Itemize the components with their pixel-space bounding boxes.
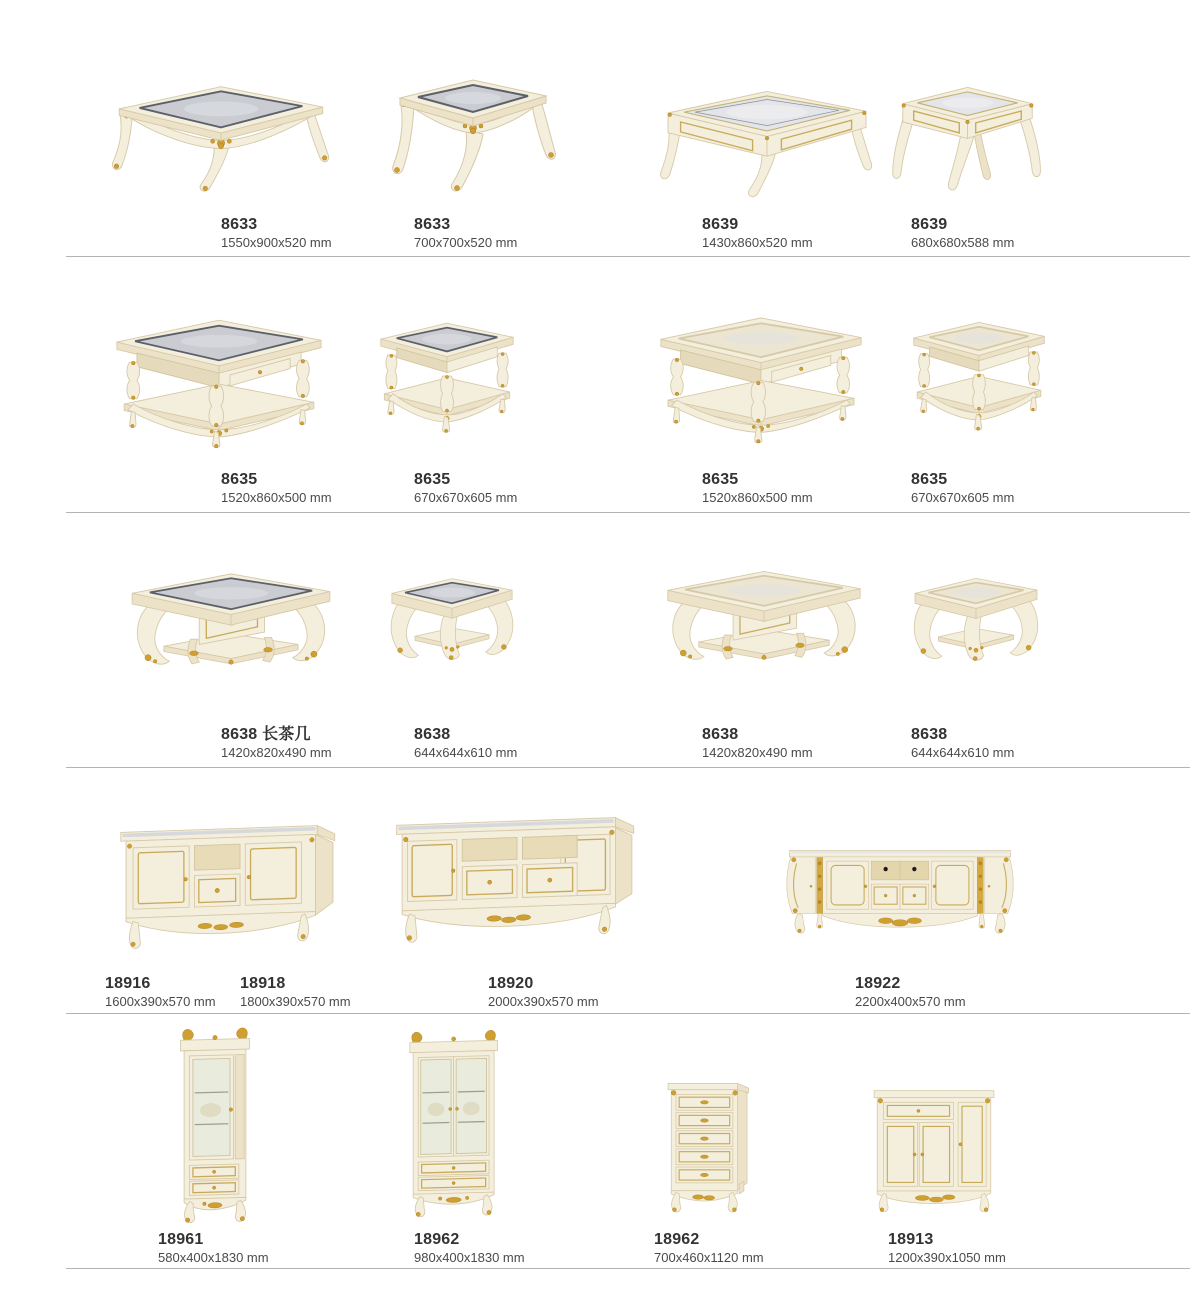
product-dims: 670x670x605 mm [911,490,1015,505]
product-label [158,1231,269,1266]
product-model: 8635 [221,471,258,488]
coffee-table-8635-long-plain-image [645,300,877,452]
product-model: 8633 [221,216,258,233]
coffee-table-8633-long-image [110,58,332,206]
row-divider [66,256,1190,257]
side-table-8635-plain-image [905,298,1053,453]
drawer-chest-18962-image [650,1066,762,1216]
product-label [414,471,517,506]
product-label [240,975,351,1010]
product-model: 8639 [702,216,739,233]
product-dims: 670x670x605 mm [414,490,518,505]
product-dims: 644x644x610 mm [911,745,1015,760]
product-label [911,216,1014,251]
product-dims: 1600x390x570 mm [105,994,216,1009]
product-label [888,1231,1006,1266]
product-dims: 1430x860x520 mm [702,235,813,250]
product-label [105,975,216,1010]
product-model: 8638 [702,726,739,743]
product-model: 8635 [414,471,451,488]
product-dims: 980x400x1830 mm [414,1250,525,1265]
product-model: 18962 [654,1231,700,1248]
product-model: 18961 [158,1231,204,1248]
product-label [654,1231,764,1266]
product-dims: 1800x390x570 mm [240,994,351,1009]
tv-stand-18922-image [738,826,1062,948]
product-label [702,471,813,506]
product-dims: 680x680x588 mm [911,235,1015,250]
product-label [488,975,599,1010]
product-model: 18962 [414,1231,460,1248]
product-dims: 1550x900x520 mm [221,235,332,250]
sideboard-18913-image [858,1072,1010,1212]
product-dims: 1520x860x500 mm [221,490,332,505]
product-dims: 1420x820x490 mm [702,745,813,760]
side-table-8638-image [382,553,522,708]
product-label [414,1231,525,1266]
coffee-table-8638-long-plain-image [645,556,883,702]
product-model: 8639 [911,216,948,233]
product-model: 18922 [855,975,901,992]
side-table-8635-image [372,298,522,456]
row-divider [66,767,1190,768]
product-label [221,726,332,761]
row-divider [66,1013,1190,1014]
product-model: 18920 [488,975,534,992]
product-model: 8638 长茶几 [221,726,311,743]
product-dims: 700x460x1120 mm [654,1250,764,1265]
product-label [702,726,813,761]
coffee-table-8638-long-image [105,558,357,708]
product-dims: 1200x390x1050 mm [888,1250,1006,1265]
product-label [414,216,517,251]
side-table-8639-image [890,58,1045,206]
display-cabinet-18961-image [166,1023,264,1226]
product-model: 8633 [414,216,451,233]
product-dims: 1520x860x500 mm [702,490,813,505]
product-label [414,726,517,761]
product-model: 8638 [414,726,451,743]
product-label [702,216,813,251]
product-dims: 2000x390x570 mm [488,994,599,1009]
row-divider [66,1268,1190,1269]
product-model: 18916 [105,975,151,992]
product-dims: 700x700x520 mm [414,235,518,250]
side-table-8633-image [383,52,563,202]
product-label [221,216,332,251]
side-table-8638-plain-image [905,555,1047,707]
product-model: 8635 [911,471,948,488]
row-divider [66,512,1190,513]
coffee-table-8635-long-image [95,302,343,457]
tv-stand-18916-18918-image [112,806,340,956]
product-label [911,471,1014,506]
coffee-table-8639-long-image [652,68,882,203]
display-cabinet-18962-image [398,1020,516,1226]
product-model: 8635 [702,471,739,488]
product-model: 8638 [911,726,948,743]
product-model: 18913 [888,1231,934,1248]
product-label [221,471,332,506]
product-label [911,726,1014,761]
tv-stand-18920-image [388,800,646,955]
product-label [855,975,966,1010]
product-model: 18918 [240,975,286,992]
product-dims: 1420x820x490 mm [221,745,332,760]
product-dims: 644x644x610 mm [414,745,518,760]
product-dims: 580x400x1830 mm [158,1250,269,1265]
product-dims: 2200x400x570 mm [855,994,966,1009]
